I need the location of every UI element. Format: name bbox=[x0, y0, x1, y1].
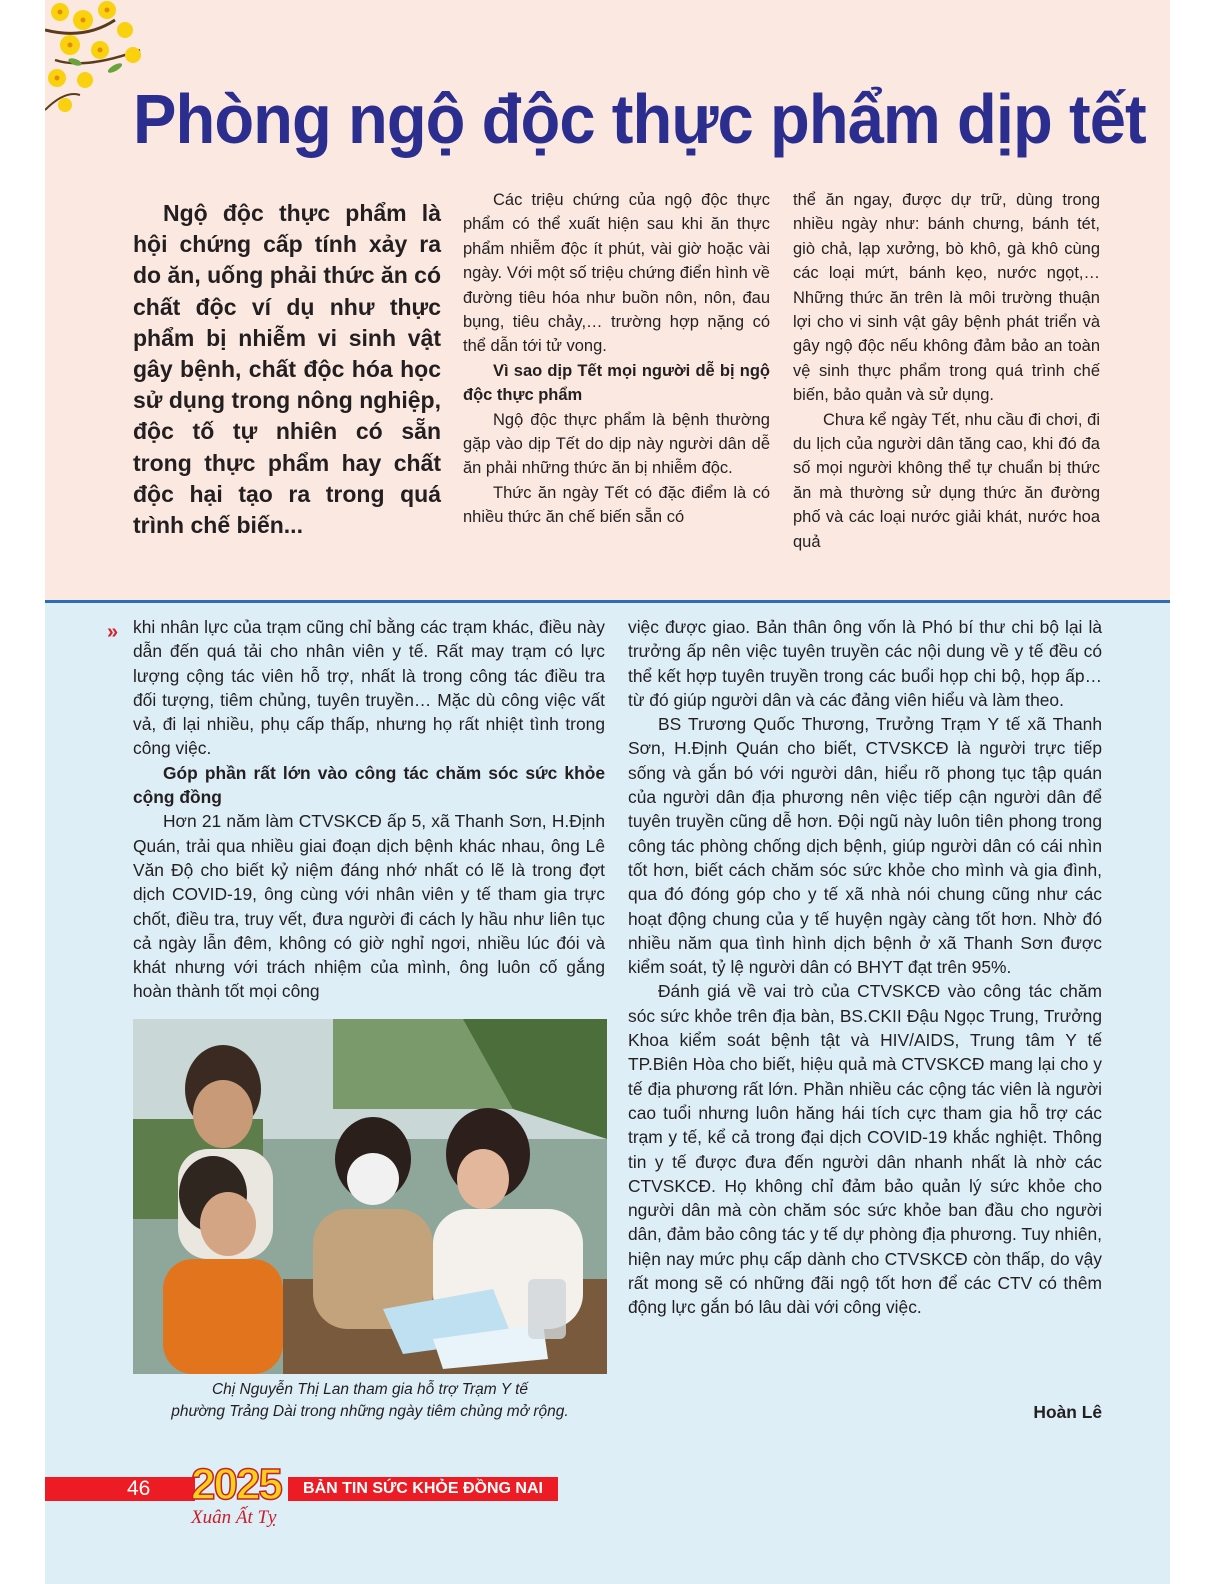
top-column-3 bbox=[793, 188, 1100, 554]
article-lead bbox=[133, 198, 441, 541]
footer-bar bbox=[45, 1477, 195, 1501]
bottom-column-2 bbox=[628, 615, 1102, 1320]
section-subheading: Góp phần rất lớn vào công tác chăm sóc sức khỏe cộng đồng bbox=[133, 762, 605, 808]
paragraph: Chưa kể ngày Tết, nhu cầu đi chơi, đi du lịch của người dân tăng cao, khi đó đa số mọi người không thể tự chuẩn bị thức ăn mà thường sử dụng thức ăn đường phố và các loại nước giải khát, nước hoa quả bbox=[793, 410, 1100, 551]
photo-caption bbox=[133, 1379, 607, 1423]
bottom-article bbox=[45, 603, 1170, 1584]
section-subheading: Vì sao dịp Tết mọi người dễ bị ngộ độc thực phẩm bbox=[463, 361, 770, 405]
top-article bbox=[45, 0, 1170, 606]
author-byline: Hoàn Lê bbox=[1033, 1402, 1102, 1422]
caption-line: phường Trảng Dài trong những ngày tiêm chủng mở rộng. bbox=[171, 1403, 569, 1420]
paragraph: BS Trương Quốc Thương, Trưởng Trạm Y tế xã Thanh Sơn, H.Định Quán cho biết, CTVSKCĐ là người trực tiếp sống và gắn bó với người dân, hiểu rõ phong tục tập quán của người dân địa phương nên việc tiếp cận người dân để tuyên truyền cũng dễ hơn. Đội ngũ này luôn tiên phong trong công tác phòng chống dịch bệnh, giúp người dân có cái nhìn tốt hơn, biết cách chăm sóc sức khỏe cho mình và gia đình, qua đó đóng góp cho y tế xã nhà nói chung cũng như các hoạt động chung của y tế huyện ngày càng tốt hơn. Nhờ đó nhiều năm qua tình hình dịch bệnh ở xã Thanh Sơn được kiểm soát, tỷ lệ người dân có BHYT đạt trên 95%. bbox=[628, 714, 1102, 978]
issue-subtitle: Xuân Ất Tỵ bbox=[191, 1507, 277, 1528]
issue-year-logo: 2025 bbox=[191, 1460, 281, 1509]
paragraph: Các triệu chứng của ngộ độc thực phẩm có thể xuất hiện sau khi ăn thực phẩm nhiễm độc ít phút, vài giờ hoặc vài ngày. Với một số triệu chứng điển hình về đường tiêu hóa như buồn nôn, nôn, đau bụng, tiêu chảy,… trường hợp nặng có thể dẫn tới tử vong. bbox=[463, 191, 770, 356]
top-column-2 bbox=[463, 188, 770, 530]
paragraph: Đánh giá về vai trò của CTVSKCĐ vào công tác chăm sóc sức khỏe trên địa bàn, BS.CKII Đậu Ngọc Trung, Trưởng Khoa kiểm soát bệnh tật và HIV/AIDS, Trung tâm Y tế TP.Biên Hòa cho biết, hiệu quả mà CTVSKCĐ mang lại cho y tế địa phương rất lớn. Phần nhiều các cộng tác viên là người cao tuổi nhưng luôn hăng hái tích cực tham gia hỗ trợ các trạm y tế, kể cả trong đại dịch COVID-19 khắc nghiệt. Thông tin y tế được đưa đến người dân nhanh nhất là nhờ các CTVSKCĐ. Họ không chỉ đảm bảo quản lý sức khỏe cho người dân mà còn chăm sóc sức khỏe ban đầu cho người dân, đảm bảo công tác y tế dự phòng địa phương. Tuy nhiên, hiện nay mức phụ cấp dành cho CTVSKCĐ còn thấp, do vậy rất mong sẽ có những đãi ngộ tốt hơn để các CTV có thêm động lực gắn bó lâu dài với công việc. bbox=[628, 981, 1102, 1318]
paragraph: Hơn 21 năm làm CTVSKCĐ ấp 5, xã Thanh Sơn, H.Định Quán, trải qua nhiều giai đoạn dịch bệnh khác nhau, ông Lê Văn Độ cho biết kỷ niệm đáng nhớ nhất có lẽ là trong đợt dịch COVID-19, ông cùng với nhân viên y tế tham gia trực chốt, điều tra, truy vết, đưa người đi cách ly hầu như liên tục cả ngày lẫn đêm, không có giờ nghỉ ngơi, nhiều lúc đói và khát nhưng với trách nhiệm của mình, ông luôn cố gắng hoàn thành tốt mọi công bbox=[133, 811, 605, 1002]
paragraph: việc được giao. Bản thân ông vốn là Phó bí thư chi bộ lại là trưởng ấp nên việc tuyên truyền các nội dung về y tế đều có thể kết hợp tuyên truyền trong các buổi họp chi bộ, họp ấp…từ đó giúp người dân và các đảng viên hiểu và làm theo. bbox=[628, 617, 1102, 710]
caption-line: Chị Nguyễn Thị Lan tham gia hỗ trợ Trạm Y tế bbox=[211, 1381, 529, 1398]
paragraph: Thức ăn ngày Tết có đặc điểm là có nhiều thức ăn chế biến sẵn có bbox=[463, 483, 770, 527]
article-photo bbox=[133, 1019, 607, 1374]
page-number: 46 bbox=[127, 1477, 151, 1500]
bottom-column-1 bbox=[133, 615, 605, 1004]
continued-marker-icon: » bbox=[107, 621, 115, 643]
paragraph: khi nhân lực của trạm cũng chỉ bằng các trạm khác, điều này dẫn đến quá tải cho nhân viên y tế. Rất may trạm có lực lượng cộng tác viên hỗ trợ, nhất là trong công tác điều tra đối tượng, tiêm chủng, tuyên truyền… Mặc dù công việc vất vả, đi lại nhiều, phụ cấp thấp, nhưng họ rất nhiệt tình trong công việc. bbox=[133, 617, 605, 759]
paragraph: thể ăn ngay, được dự trữ, dùng trong nhiều ngày như: bánh chưng, bánh tét, giò chả, lạp xưởng, bò khô, gà khô cùng các loại mứt, bánh kẹo, nước ngọt,… Những thức ăn trên là môi trường thuận lợi cho vi sinh vật gây bệnh phát triển và gây ngộ độc nếu không đảm bảo an toàn vệ sinh thực phẩm trong quá trình chế biến, bảo quản và sử dụng. bbox=[793, 191, 1100, 405]
lead-paragraph: Ngộ độc thực phẩm là hội chứng cấp tính xảy ra do ăn, uống phải thức ăn có chất độc ví dụ như thực phẩm bị nhiễm vi sinh vật gây bệnh, chất độc hóa học sử dụng trong nông nghiệp, độc tố tự nhiên có sẵn trong thực phẩm hay chất độc hại tạo ra trong quá trình chế biến... bbox=[133, 200, 441, 539]
publication-name: BẢN TIN SỨC KHỎE ĐỒNG NAI bbox=[288, 1477, 558, 1501]
article-title: Phòng ngộ độc thực phẩm dịp tết bbox=[133, 80, 1146, 158]
paragraph: Ngộ độc thực phẩm là bệnh thường gặp vào dịp Tết do dịp này người dân dễ ăn phải những thức ăn bị nhiễm độc. bbox=[463, 410, 770, 478]
magazine-page bbox=[45, 0, 1170, 1584]
